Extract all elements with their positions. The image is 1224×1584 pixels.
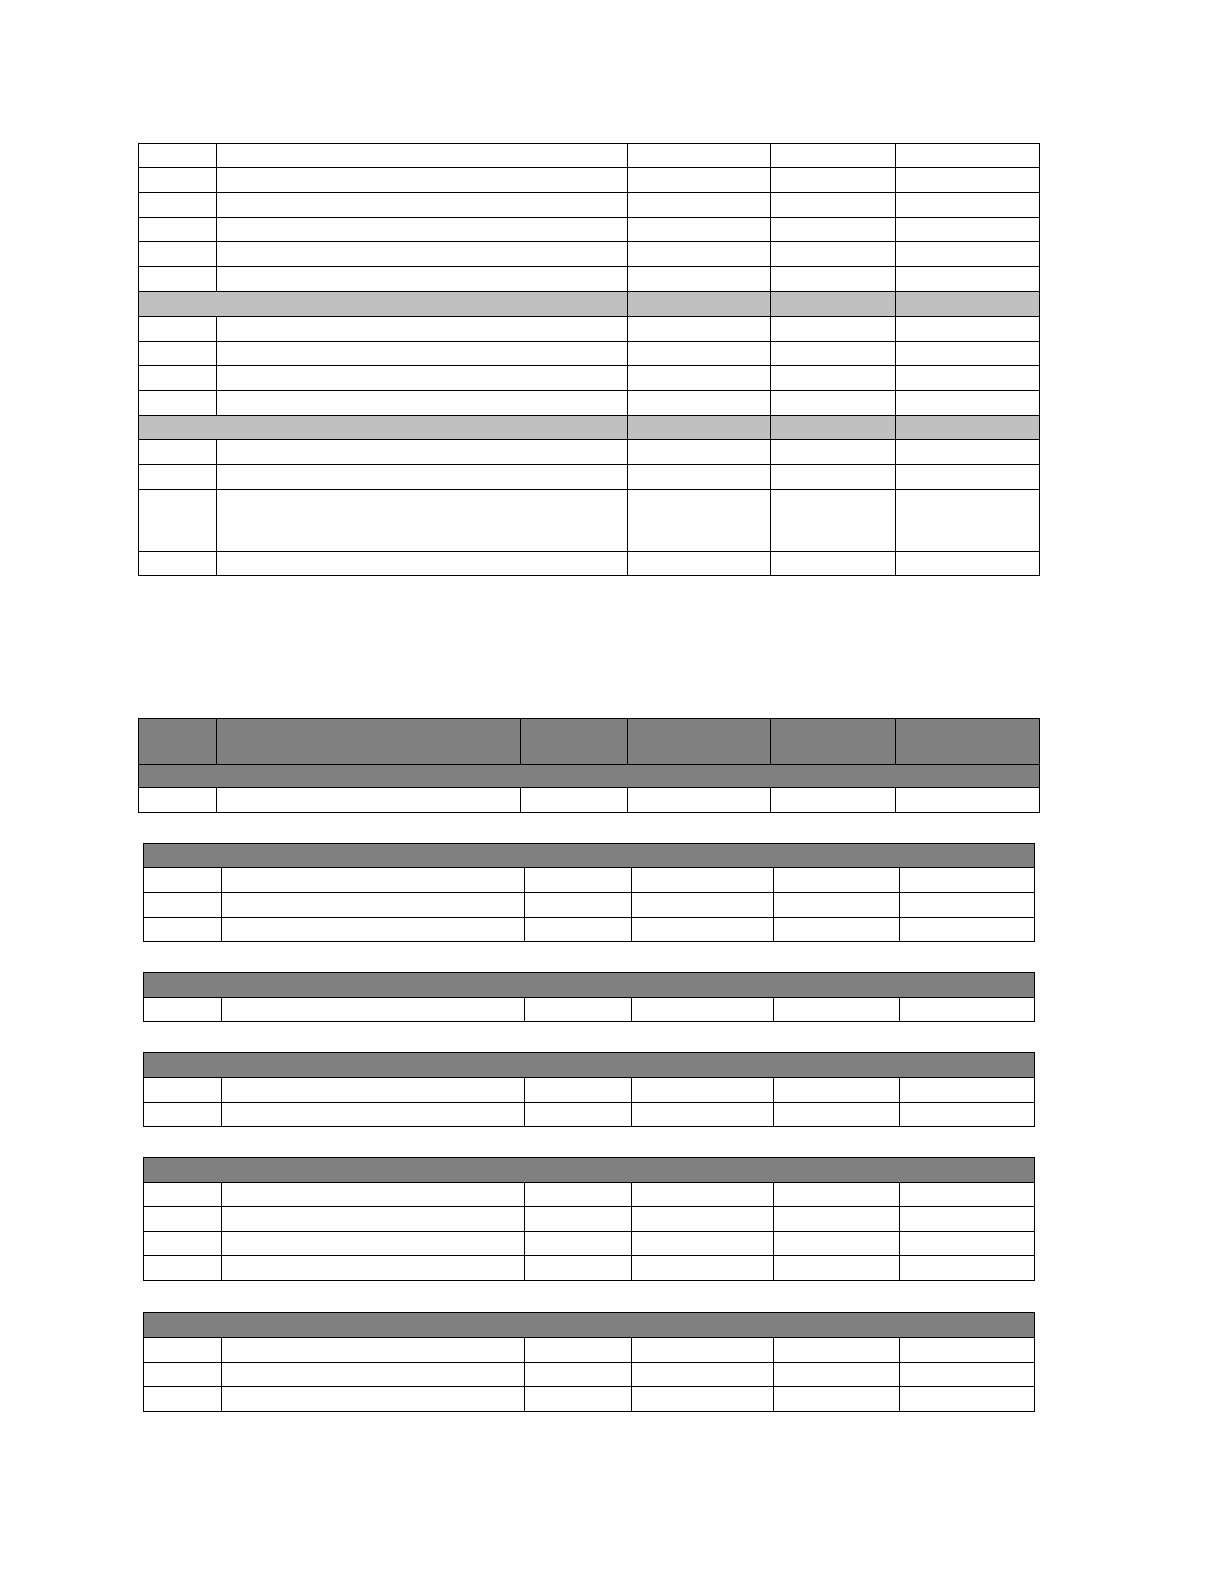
table-row-tall (139, 490, 1040, 552)
table-cell (222, 1363, 525, 1387)
table-cell (774, 1207, 900, 1232)
table-row (144, 1103, 1035, 1127)
table-cell (217, 242, 628, 267)
table-cell (900, 1256, 1035, 1281)
table-cell (628, 391, 771, 416)
table-cell (771, 342, 896, 366)
table-cell (217, 465, 628, 490)
table-cell (139, 788, 217, 813)
table-cell (628, 317, 771, 342)
table-cell (139, 168, 217, 193)
section-band-row (144, 1313, 1035, 1338)
table-cell (771, 552, 896, 576)
table-cell (222, 1338, 525, 1363)
table-cell (222, 918, 525, 942)
table-cell (896, 218, 1040, 242)
table-cell (900, 1363, 1035, 1387)
table-cell (900, 1387, 1035, 1412)
lower-section-table (143, 1052, 1035, 1127)
table-cell (896, 193, 1040, 218)
column-header-cell (217, 719, 521, 765)
table-cell (222, 868, 525, 893)
table-cell (217, 218, 628, 242)
top-table (138, 143, 1040, 576)
table-row (144, 1387, 1035, 1412)
table-cell (144, 893, 222, 918)
table-cell (144, 1387, 222, 1412)
table-row (144, 918, 1035, 942)
table-cell (632, 1183, 774, 1207)
table-cell (771, 168, 896, 193)
table-cell (771, 317, 896, 342)
table-cell (771, 416, 896, 440)
table-cell (144, 918, 222, 942)
table-cell (900, 868, 1035, 893)
table-cell (771, 465, 896, 490)
table-cell (628, 465, 771, 490)
table-cell (139, 242, 217, 267)
column-header-cell (139, 719, 217, 765)
table-cell (896, 490, 1040, 552)
table-cell (771, 193, 896, 218)
table-cell (222, 1387, 525, 1412)
table-cell (896, 242, 1040, 267)
table-cell (774, 1078, 900, 1103)
table-cell (144, 1363, 222, 1387)
table-cell (628, 267, 771, 292)
table-row (139, 391, 1040, 416)
section-band-cell (139, 292, 628, 317)
table-cell (222, 998, 525, 1022)
section-band-row (144, 1158, 1035, 1183)
table-cell (896, 292, 1040, 317)
table-cell (628, 490, 771, 552)
table-cell (217, 342, 628, 366)
table-cell (139, 267, 217, 292)
table-cell (771, 292, 896, 317)
table-cell (628, 342, 771, 366)
table-cell (896, 267, 1040, 292)
table-cell (222, 1207, 525, 1232)
table-cell (774, 1338, 900, 1363)
table-cell (774, 893, 900, 918)
table-cell (632, 1338, 774, 1363)
table-cell (139, 193, 217, 218)
column-header-cell (628, 719, 771, 765)
table-cell (144, 1078, 222, 1103)
table-cell (525, 1207, 632, 1232)
table-cell (139, 465, 217, 490)
section-band-cell (139, 765, 1040, 788)
table-cell (632, 1232, 774, 1256)
table-cell (896, 391, 1040, 416)
table-row (144, 1183, 1035, 1207)
table-row (139, 788, 1040, 813)
table-cell (525, 1183, 632, 1207)
table-row (144, 1078, 1035, 1103)
table-cell (628, 144, 771, 168)
table-cell (628, 366, 771, 391)
lower-section-table (143, 1157, 1035, 1281)
table-cell (139, 552, 217, 576)
section-band-cell (144, 844, 1035, 868)
table-cell (139, 440, 217, 465)
table-cell (222, 1078, 525, 1103)
table-cell (771, 242, 896, 267)
table-cell (774, 868, 900, 893)
table-cell (222, 1256, 525, 1281)
table-cell (217, 391, 628, 416)
table-row (144, 1363, 1035, 1387)
lower-section-table (143, 843, 1035, 942)
table-cell (896, 465, 1040, 490)
table-cell (896, 552, 1040, 576)
table-cell (632, 893, 774, 918)
table-cell (628, 552, 771, 576)
table-row (139, 168, 1040, 193)
table-cell (222, 893, 525, 918)
section-band-row (139, 292, 1040, 317)
table-cell (771, 366, 896, 391)
table-row (139, 242, 1040, 267)
table-cell (628, 292, 771, 317)
table-cell (525, 1387, 632, 1412)
table-cell (525, 918, 632, 942)
section-band-row (144, 844, 1035, 868)
table-cell (896, 416, 1040, 440)
table-cell (139, 144, 217, 168)
column-header-cell (521, 719, 628, 765)
table-cell (771, 788, 896, 813)
table-cell (525, 998, 632, 1022)
table-cell (144, 998, 222, 1022)
table-row (144, 868, 1035, 893)
table-row (139, 342, 1040, 366)
table-cell (525, 1078, 632, 1103)
table-cell (900, 998, 1035, 1022)
section-band-cell (144, 1158, 1035, 1183)
table-cell (900, 1183, 1035, 1207)
table-cell (896, 168, 1040, 193)
table-cell (900, 1232, 1035, 1256)
table-row (139, 317, 1040, 342)
table-cell (632, 868, 774, 893)
table-cell (628, 416, 771, 440)
table-cell (525, 868, 632, 893)
table-row (144, 1256, 1035, 1281)
table-cell (222, 1232, 525, 1256)
section-band-cell (139, 416, 628, 440)
table-cell (774, 1232, 900, 1256)
section-band-cell (144, 973, 1035, 998)
section-band-cell (144, 1053, 1035, 1078)
table-cell (632, 1078, 774, 1103)
table-cell (774, 1387, 900, 1412)
table-cell (628, 242, 771, 267)
table-cell (217, 552, 628, 576)
table-cell (139, 391, 217, 416)
table-row (139, 552, 1040, 576)
table-cell (217, 168, 628, 193)
table-cell (900, 893, 1035, 918)
table-cell (139, 218, 217, 242)
table-cell (217, 144, 628, 168)
table-cell (521, 788, 628, 813)
table-row (144, 1207, 1035, 1232)
table-cell (896, 788, 1040, 813)
table-cell (525, 1256, 632, 1281)
table-cell (896, 366, 1040, 391)
section-band-row (139, 416, 1040, 440)
table-cell (900, 1207, 1035, 1232)
table-cell (628, 193, 771, 218)
table-cell (628, 168, 771, 193)
table-cell (217, 317, 628, 342)
section-band-cell (144, 1313, 1035, 1338)
table-cell (771, 490, 896, 552)
table-cell (525, 1103, 632, 1127)
table-cell (632, 1207, 774, 1232)
table-row (139, 144, 1040, 168)
table-cell (632, 918, 774, 942)
table-cell (771, 267, 896, 292)
table-row (144, 998, 1035, 1022)
table-cell (628, 218, 771, 242)
table-row (139, 193, 1040, 218)
table-cell (774, 1183, 900, 1207)
table-row (144, 893, 1035, 918)
table-cell (632, 1256, 774, 1281)
table-cell (217, 366, 628, 391)
table-cell (144, 1256, 222, 1281)
column-header-cell (896, 719, 1040, 765)
table-cell (139, 490, 217, 552)
table-row (139, 218, 1040, 242)
table-cell (525, 1232, 632, 1256)
table-row (139, 267, 1040, 292)
table-cell (139, 342, 217, 366)
table-cell (632, 1387, 774, 1412)
table-cell (139, 366, 217, 391)
table-cell (900, 1103, 1035, 1127)
table-cell (217, 267, 628, 292)
table-cell (628, 440, 771, 465)
section-band-row (139, 765, 1040, 788)
table-cell (771, 440, 896, 465)
section-band-row (144, 1053, 1035, 1078)
table-cell (632, 998, 774, 1022)
table-cell (217, 788, 521, 813)
table-cell (771, 218, 896, 242)
table-cell (900, 1078, 1035, 1103)
table-cell (217, 440, 628, 465)
table-cell (774, 1363, 900, 1387)
table-row (139, 440, 1040, 465)
lower-section-table (143, 1312, 1035, 1412)
table-cell (222, 1103, 525, 1127)
table-cell (774, 1256, 900, 1281)
table-row (144, 1338, 1035, 1363)
table-cell (144, 1232, 222, 1256)
table-cell (144, 1103, 222, 1127)
table-cell (900, 1338, 1035, 1363)
table-cell (144, 1338, 222, 1363)
table-cell (139, 317, 217, 342)
table-cell (525, 893, 632, 918)
table-cell (774, 1103, 900, 1127)
table-cell (896, 342, 1040, 366)
table-cell (896, 144, 1040, 168)
table-cell (525, 1363, 632, 1387)
lower-section-table (143, 972, 1035, 1022)
table-cell (628, 788, 771, 813)
table-row (139, 366, 1040, 391)
table-row (139, 465, 1040, 490)
table-cell (774, 918, 900, 942)
table-cell (774, 998, 900, 1022)
table-cell (896, 317, 1040, 342)
table-cell (632, 1103, 774, 1127)
table-cell (525, 1338, 632, 1363)
table-cell (900, 918, 1035, 942)
column-header-cell (771, 719, 896, 765)
table-cell (144, 1207, 222, 1232)
table-cell (896, 440, 1040, 465)
table-row (144, 1232, 1035, 1256)
table-cell (144, 868, 222, 893)
table-cell (217, 193, 628, 218)
table-cell (771, 391, 896, 416)
table-cell (632, 1363, 774, 1387)
column-header-row (139, 719, 1040, 765)
table-cell (217, 490, 628, 552)
section-band-row (144, 973, 1035, 998)
table-cell (144, 1183, 222, 1207)
table-cell (222, 1183, 525, 1207)
lower-table-header-block (138, 718, 1040, 813)
table-cell (771, 144, 896, 168)
